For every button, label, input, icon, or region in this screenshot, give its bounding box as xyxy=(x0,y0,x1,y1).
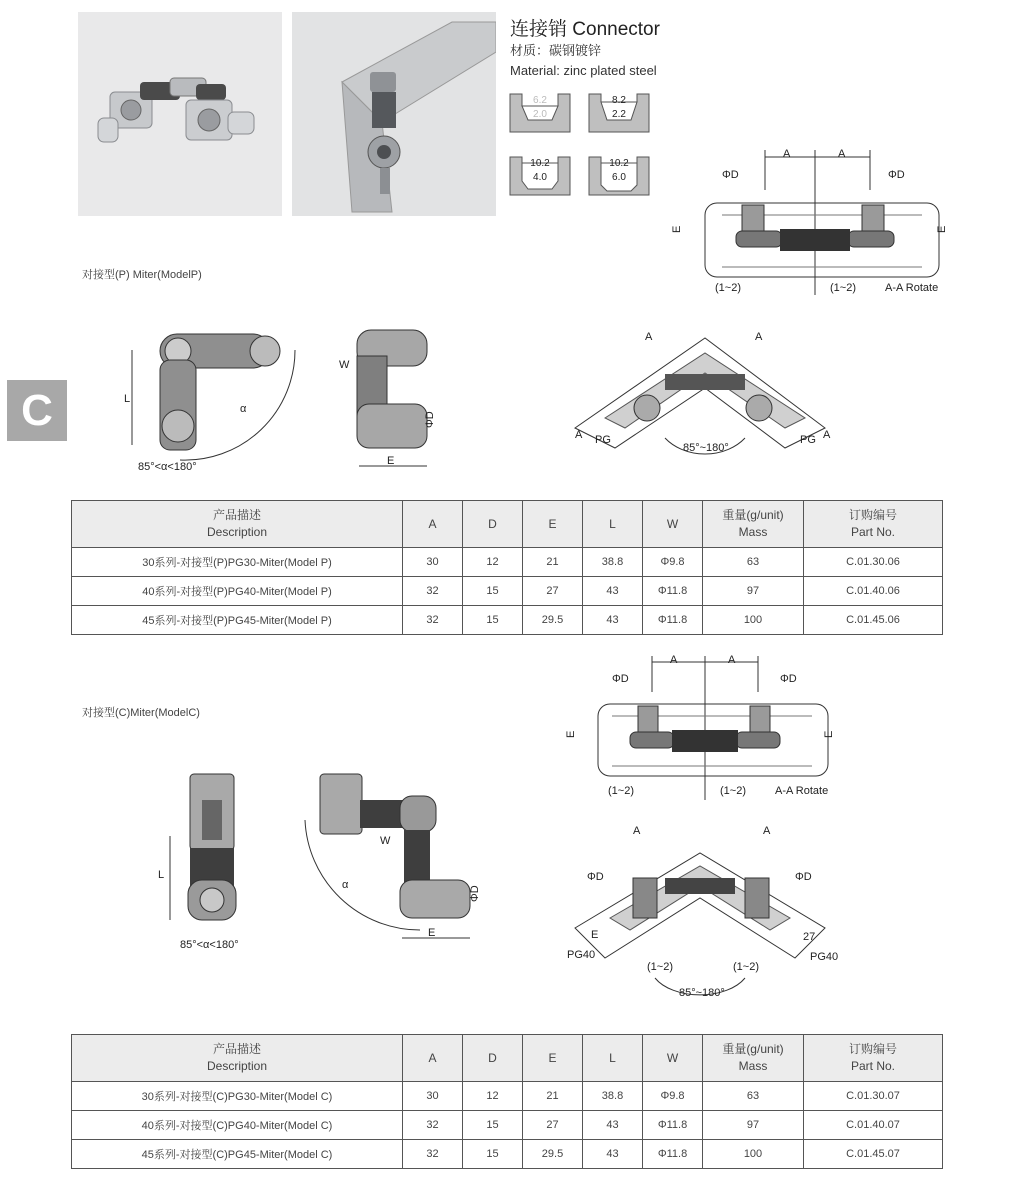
page-title: 连接销 Connector xyxy=(510,19,660,40)
section-tab-c: C xyxy=(7,380,67,441)
dim-gap: (1~2) xyxy=(830,282,856,294)
angle-range: 85°~180° xyxy=(679,987,725,999)
col-w: W xyxy=(643,501,703,548)
col-e: E xyxy=(523,1035,583,1082)
col-e: E xyxy=(523,501,583,548)
slot-profile-shape xyxy=(508,155,572,197)
slot-profile-3 xyxy=(508,155,572,197)
dim-gap: (1~2) xyxy=(720,785,746,797)
dim-a: A xyxy=(783,148,791,160)
col-d: D xyxy=(463,1035,523,1082)
slot-top: 10.2 xyxy=(609,158,629,169)
material-cn: 材质：碳钢镀锌 xyxy=(510,43,602,58)
angle-range-text: 85°<α<180° xyxy=(138,461,197,473)
slot-bottom: 6.0 xyxy=(612,172,626,183)
dim-a: A xyxy=(763,825,771,837)
dim-a: A xyxy=(575,429,583,441)
diagram-a-a-rotate-p xyxy=(670,145,960,300)
col-d: D xyxy=(463,501,523,548)
dim-e: E xyxy=(936,225,948,233)
dim-gap: (1~2) xyxy=(608,785,634,797)
product-photo-connector-pair xyxy=(78,12,282,216)
spec-table-model-p xyxy=(71,500,943,635)
slot-profile-2 xyxy=(587,92,651,134)
dim-pg40: PG40 xyxy=(567,949,596,961)
dim-gap: (1~2) xyxy=(733,961,759,973)
dim-w: W xyxy=(339,359,350,371)
diagram-a-a-rotate-c xyxy=(560,652,850,802)
diagram-model-p-angle xyxy=(120,320,320,475)
dim-w: W xyxy=(380,835,391,847)
dim-d: ΦD xyxy=(469,885,481,902)
col-part-no: 订购编号 Part No. xyxy=(804,1035,943,1082)
dim-phid: ΦD xyxy=(587,871,604,883)
dim-d: ΦD xyxy=(424,411,436,428)
slot-bottom: 2.0 xyxy=(533,109,547,120)
col-description: 产品描述 Description xyxy=(72,1035,403,1082)
connector-pair-illustration xyxy=(78,12,282,216)
rotate-label: A-A Rotate xyxy=(885,282,939,294)
product-photo-assembled-profile xyxy=(292,12,496,216)
dim-a: A xyxy=(728,654,736,666)
section-label-model-c: 对接型(C)Miter(ModelC) xyxy=(82,707,200,719)
dim-e: E xyxy=(565,730,577,738)
dim-e: E xyxy=(823,730,835,738)
spec-table-model-c xyxy=(71,1034,943,1169)
dim-alpha: α xyxy=(240,403,247,415)
diagram-model-c-straight xyxy=(150,770,260,955)
col-part-no: 订购编号 Part No. xyxy=(804,501,943,548)
col-mass: 重量(g/unit) Mass xyxy=(703,501,804,548)
diagram-model-p-side xyxy=(335,320,445,475)
table-row: 45系列-对接型(P)PG45-Miter(Model P) 32 15 29.5 43 Φ11.8 100 C.01.45.06 xyxy=(72,606,943,635)
angle-range: 85°~180° xyxy=(683,442,729,454)
dim-e: E xyxy=(591,929,599,941)
angle-range-text: 85°<α<180° xyxy=(180,939,239,951)
table-row: 30系列-对接型(C)PG30-Miter(Model C) 30 12 21 38.8 Φ9.8 63 C.01.30.07 xyxy=(72,1082,943,1111)
dim-gap: (1~2) xyxy=(647,961,673,973)
dim-pg: PG xyxy=(595,434,611,446)
rotate-label: A-A Rotate xyxy=(775,785,829,797)
table-row: 40系列-对接型(C)PG40-Miter(Model C) 32 15 27 43 Φ11.8 97 C.01.40.07 xyxy=(72,1111,943,1140)
section-label-model-p: 对接型(P) Miter(ModelP) xyxy=(82,269,202,281)
dim-phid: ΦD xyxy=(722,169,739,181)
col-description: 产品描述 Description xyxy=(72,501,403,548)
dim-27: 27 xyxy=(803,931,816,943)
dim-a: A xyxy=(755,331,763,343)
table-header-row xyxy=(72,1035,943,1082)
slot-profile-shape xyxy=(587,155,651,197)
dim-phid: ΦD xyxy=(780,673,797,685)
slot-bottom: 4.0 xyxy=(533,172,547,183)
slot-top: 10.2 xyxy=(530,158,550,169)
slot-profile-1 xyxy=(508,92,572,134)
diagram-model-c-angle xyxy=(300,770,500,945)
table-row: 30系列-对接型(P)PG30-Miter(Model P) 30 12 21 38.8 Φ9.8 63 C.01.30.06 xyxy=(72,548,943,577)
dim-e: E xyxy=(387,455,395,467)
dim-phid: ΦD xyxy=(612,673,629,685)
slot-profile-4 xyxy=(587,155,651,197)
dim-alpha: α xyxy=(342,879,349,891)
dim-a: A xyxy=(633,825,641,837)
dim-a: A xyxy=(838,148,846,160)
table-row: 40系列-对接型(P)PG40-Miter(Model P) 32 15 27 43 Φ11.8 97 C.01.40.06 xyxy=(72,577,943,606)
col-l: L xyxy=(583,501,643,548)
dim-l: L xyxy=(158,869,165,881)
diagram-model-c-pg40-angle xyxy=(555,818,850,1003)
dim-pg: PG xyxy=(800,434,816,446)
col-mass: 重量(g/unit) Mass xyxy=(703,1035,804,1082)
dim-phid: ΦD xyxy=(888,169,905,181)
dim-e: E xyxy=(671,225,683,233)
diagram-model-p-pg-angle xyxy=(555,318,845,473)
table-row: 45系列-对接型(C)PG45-Miter(Model C) 32 15 29.5 43 Φ11.8 100 C.01.45.07 xyxy=(72,1140,943,1169)
slot-top: 8.2 xyxy=(612,95,626,106)
col-a: A xyxy=(403,501,463,548)
dim-a: A xyxy=(823,429,831,441)
slot-profile-shape xyxy=(508,92,572,134)
col-w: W xyxy=(643,1035,703,1082)
slot-bottom: 2.2 xyxy=(612,109,626,120)
table-header-row xyxy=(72,501,943,548)
material-en: Material: zinc plated steel xyxy=(510,63,657,78)
dim-gap: (1~2) xyxy=(715,282,741,294)
col-a: A xyxy=(403,1035,463,1082)
assembled-profile-illustration xyxy=(292,12,496,216)
col-l: L xyxy=(583,1035,643,1082)
slot-profile-shape xyxy=(587,92,651,134)
dim-e: E xyxy=(428,927,436,939)
dim-phid: ΦD xyxy=(795,871,812,883)
dim-pg40: PG40 xyxy=(810,951,839,963)
slot-top: 6.2 xyxy=(533,95,547,106)
dim-a: A xyxy=(670,654,678,666)
dim-l: L xyxy=(124,393,131,405)
dim-a: A xyxy=(645,331,653,343)
